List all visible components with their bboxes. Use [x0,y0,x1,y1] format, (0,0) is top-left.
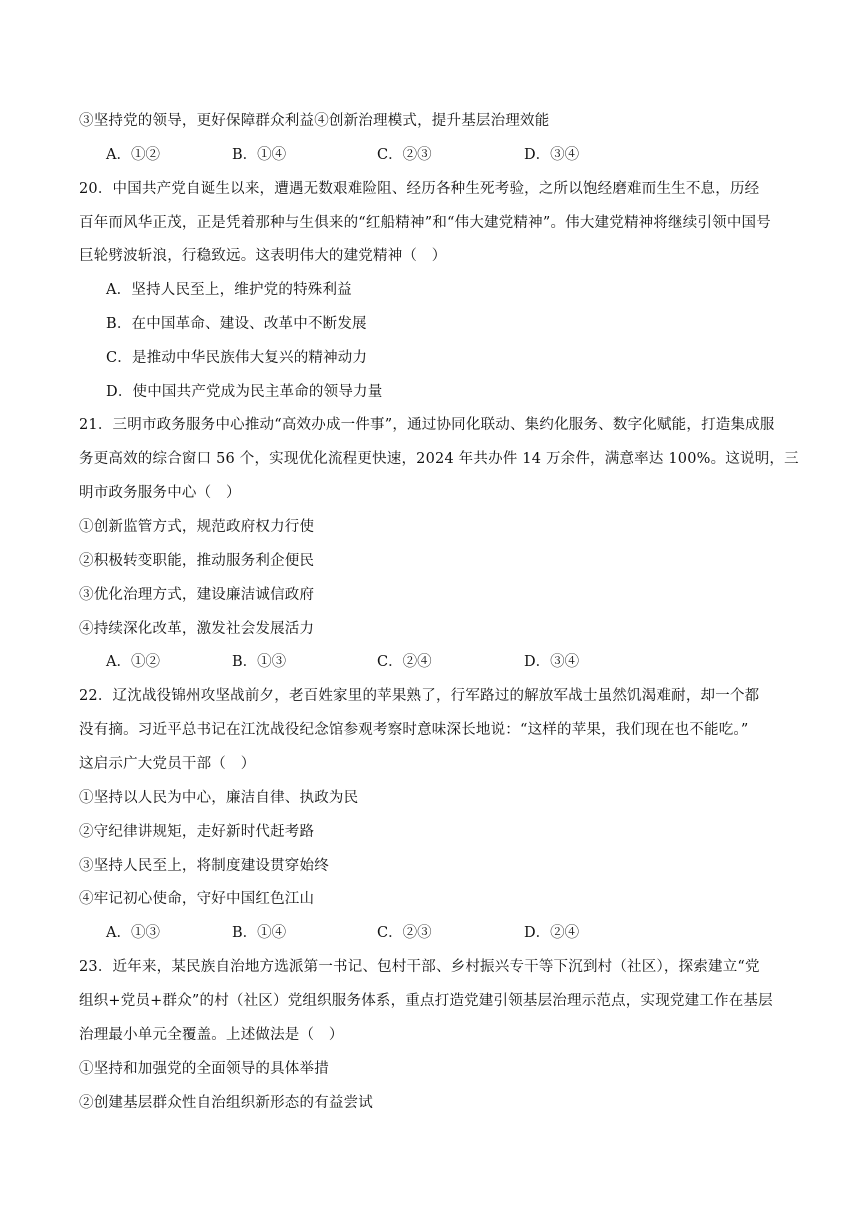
q20-choice-c: C．是推动中华民族伟大复兴的精神动力 [106,350,368,366]
q22-option-2: ②守纪律讲规矩，走好新时代赶考路 [79,824,315,840]
q21-choices [106,652,706,672]
q22-stem-line-3: 这启示广大党员干部（ ） [79,756,256,772]
q23-stem-line-1: 23．近年来，某民族自治地方选派第一书记、包村干部、乡村振兴专干等下沉到村（社区），探索建立“党 [79,959,760,975]
q21-choice-d: D．③④ [524,654,580,670]
q21-stem-line-3: 明市政务服务中心（ ） [79,485,241,501]
q21-stem-line-2: 务更高效的综合窗口 56 个，实现优化流程更快速，2024 年共办件 14 万余件，满意率达 100%。这说明，三 [79,451,799,467]
q22-choice-d: D．②④ [524,925,580,941]
q19-choice-d: D．③④ [524,147,580,163]
q22-option-1: ①坚持以人民为中心，廉洁自律、执政为民 [79,790,359,806]
q19-choice-b: B．①④ [232,147,287,163]
q20-stem-line-2: 百年而风华正茂，正是凭着那种与生俱来的“红船精神”和“伟大建党精神”。伟大建党精神将继续引领中国号 [79,215,771,231]
q19-option-line: ③坚持党的领导，更好保障群众利益④创新治理模式，提升基层治理效能 [79,113,550,129]
q23-option-1: ①坚持和加强党的全面领导的具体举措 [79,1061,329,1077]
q21-stem-line-1: 21．三明市政务服务中心推动“高效办成一件事”，通过协同化联动、集约化服务、数字化赋能，打造集成服 [79,417,775,433]
q23-option-2: ②创建基层群众性自治组织新形态的有益尝试 [79,1095,373,1111]
q22-stem-line-2: 没有摘。习近平总书记在江沈战役纪念馆参观考察时意味深长地说：“这样的苹果，我们现在也不能吃。” [79,722,749,738]
q22-choice-c: C．②③ [377,925,432,941]
q22-choice-a: A．①③ [106,925,160,941]
q20-choice-b: B．在中国革命、建设、改革中不断发展 [106,316,367,332]
q19-choice-c: C．②③ [377,147,432,163]
q21-choice-b: B．①③ [232,654,287,670]
q21-option-4: ④持续深化改革，激发社会发展活力 [79,621,315,637]
q19-choices [106,145,706,165]
q20-choice-a: A．坚持人民至上，维护党的特殊利益 [106,282,352,298]
q21-choice-c: C．②④ [377,654,432,670]
q22-stem-line-1: 22．辽沈战役锦州攻坚战前夕，老百姓家里的苹果熟了，行军路过的解放军战士虽然饥渴难耐，却一个都 [79,688,760,704]
q22-option-4: ④牢记初心使命，守好中国红色江山 [79,891,315,907]
q21-option-3: ③优化治理方式，建设廉洁诚信政府 [79,587,315,603]
q23-stem-line-2: 组织+党员+群众”的村（社区）党组织服务体系，重点打造党建引领基层治理示范点，实现党建工作在基层 [79,993,773,1009]
q22-choice-b: B．①④ [232,925,287,941]
q19-choice-a: A．①② [106,147,160,163]
q22-choices [106,923,706,943]
q21-choice-a: A．①② [106,654,160,670]
q21-option-2: ②积极转变职能，推动服务利企便民 [79,553,315,569]
q23-stem-line-3: 治理最小单元全覆盖。上述做法是（ ） [79,1027,344,1043]
q21-option-1: ①创新监管方式，规范政府权力行使 [79,519,315,535]
q20-choice-d: D．使中国共产党成为民主革命的领导力量 [106,384,383,400]
q20-stem-line-3: 巨轮劈波斩浪，行稳致远。这表明伟大的建党精神（ ） [79,248,447,264]
q20-stem-line-1: 20．中国共产党自诞生以来，遭遇无数艰难险阻、经历各种生死考验，之所以饱经磨难而生生不息，历经 [79,181,760,197]
q22-option-3: ③坚持人民至上，将制度建设贯穿始终 [79,858,329,874]
